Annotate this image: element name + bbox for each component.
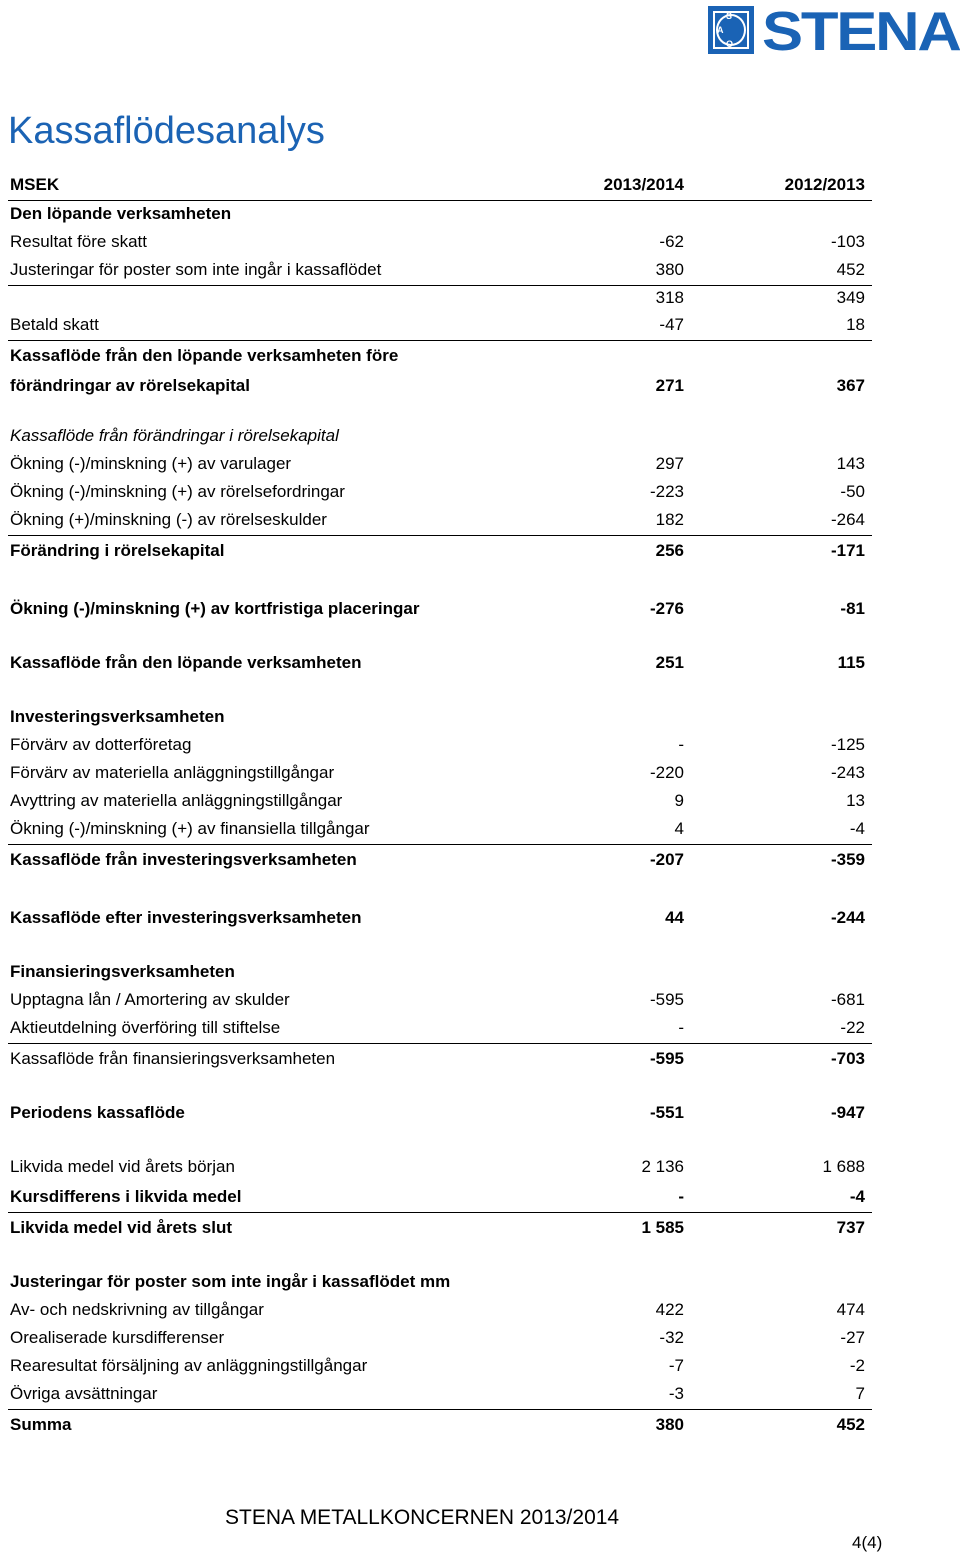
- page-number: 4(4): [852, 1533, 883, 1552]
- row-label: Kassaflöde från finansieringsverksamheten: [10, 1049, 336, 1068]
- table-row: [8, 760, 872, 788]
- row-label: Aktieutdelning överföring till stiftelse: [10, 1018, 281, 1037]
- value-2013-2014: -: [678, 1187, 684, 1206]
- spacer-row: [8, 678, 872, 704]
- row-label: Finansieringsverksamheten: [10, 962, 235, 981]
- table-row: [8, 596, 872, 624]
- table-row: [8, 257, 872, 286]
- spacer-row: [8, 624, 872, 650]
- row-label: förändringar av rörelsekapital: [10, 376, 250, 395]
- row-label: Kursdifferens i likvida medel: [10, 1187, 242, 1206]
- row-label: Ökning (+)/minskning (-) av rörelseskulder: [10, 510, 327, 529]
- row-label: Den löpande verksamheten: [10, 204, 232, 223]
- logo-letter-a: A: [717, 25, 724, 35]
- row-label: Av- och nedskrivning av tillgångar: [10, 1300, 264, 1319]
- row-label: Ökning (-)/minskning (+) av kortfristiga placeringar: [10, 599, 420, 618]
- value-2013-2014: -595: [649, 990, 684, 1009]
- value-2012-2013: -681: [830, 990, 865, 1009]
- logo-letter-o: O: [726, 39, 734, 49]
- value-2012-2013: 13: [846, 791, 865, 810]
- spacer-row: [8, 933, 872, 959]
- value-2013-2014: 422: [655, 1300, 684, 1319]
- row-label: Likvida medel vid årets början: [10, 1157, 235, 1176]
- value-2012-2013: 474: [836, 1300, 865, 1319]
- table-row: [8, 341, 872, 371]
- table-row: [8, 1213, 872, 1243]
- table-row: [8, 1269, 872, 1297]
- table-row: [8, 732, 872, 760]
- value-2013-2014: 2 136: [641, 1157, 684, 1176]
- value-2012-2013: -703: [830, 1049, 865, 1068]
- row-label: Orealiserade kursdifferenser: [10, 1328, 225, 1347]
- row-label: Ökning (-)/minskning (+) av varulager: [10, 454, 292, 473]
- row-label: Rearesultat försäljning av anläggningstillgångar: [10, 1356, 368, 1375]
- row-label: Betald skatt: [10, 315, 99, 334]
- row-label: Resultat före skatt: [10, 232, 148, 251]
- value-2012-2013: -81: [840, 599, 865, 618]
- table-row: [8, 788, 872, 816]
- row-label: Kassaflöde från investeringsverksamheten: [10, 850, 357, 869]
- value-2013-2014: -: [678, 1018, 684, 1037]
- value-2012-2013: -4: [849, 819, 865, 838]
- value-2012-2013: 452: [836, 260, 865, 279]
- value-2012-2013: 143: [836, 454, 865, 473]
- table-header-row: [8, 172, 872, 201]
- value-2013-2014: -276: [649, 599, 684, 618]
- spacer-row: [8, 401, 872, 423]
- value-2013-2014: -3: [668, 1384, 684, 1403]
- value-2013-2014: -: [678, 735, 684, 754]
- value-2012-2013: -947: [830, 1103, 865, 1122]
- value-2012-2013: -27: [840, 1328, 865, 1347]
- value-2012-2013: 737: [836, 1218, 865, 1237]
- value-2012-2013: -22: [840, 1018, 865, 1037]
- value-2013-2014: 9: [674, 791, 684, 810]
- value-2013-2014: -595: [649, 1049, 684, 1068]
- value-2012-2013: 7: [855, 1384, 865, 1403]
- value-2013-2014: 380: [655, 260, 684, 279]
- value-2012-2013: -243: [830, 763, 865, 782]
- table-row: [8, 536, 872, 566]
- table-row: [8, 905, 872, 933]
- table-row: [8, 845, 872, 875]
- value-2012-2013: -171: [830, 541, 865, 560]
- value-2012-2013: 115: [837, 653, 865, 672]
- value-2013-2014: -47: [659, 315, 684, 334]
- row-label: Kassaflöde från förändringar i rörelsekapital: [10, 426, 339, 445]
- table-row: [8, 959, 872, 987]
- spacer-row: [8, 1128, 872, 1154]
- value-2013-2014: 271: [655, 376, 684, 395]
- value-2012-2013: -103: [830, 232, 865, 251]
- value-2013-2014: -551: [649, 1103, 684, 1122]
- value-2013-2014: -7: [668, 1356, 684, 1375]
- value-2013-2014: 182: [655, 510, 684, 529]
- stena-logo: [708, 0, 960, 62]
- row-label: Likvida medel vid årets slut: [10, 1218, 233, 1237]
- table-row: [8, 1325, 872, 1353]
- table-row: [8, 507, 872, 536]
- spacer-row: [8, 1074, 872, 1100]
- value-2012-2013: -244: [830, 908, 865, 927]
- header-label: MSEK: [10, 175, 60, 194]
- table-row: [8, 987, 872, 1015]
- row-label: Periodens kassaflöde: [10, 1103, 185, 1122]
- row-label: Investeringsverksamheten: [10, 707, 225, 726]
- table-row: [8, 1381, 872, 1410]
- table-row: [8, 1015, 872, 1044]
- value-2012-2013: 18: [846, 315, 865, 334]
- row-label: Justeringar för poster som inte ingår i kassaflödet: [10, 260, 382, 279]
- row-label: Ökning (-)/minskning (+) av rörelsefordringar: [10, 482, 345, 501]
- logo-wordmark: STENA: [762, 0, 960, 62]
- value-2013-2014: 251: [655, 653, 684, 672]
- row-label: Kassaflöde efter investeringsverksamheten: [10, 908, 362, 927]
- table-row: [8, 1044, 872, 1074]
- table-row: [8, 1410, 872, 1440]
- footer-text: STENA METALLKONCERNEN 2013/2014: [225, 1506, 620, 1529]
- table-row: [8, 816, 872, 845]
- table-row: [8, 1297, 872, 1325]
- table-row: [8, 1100, 872, 1128]
- table-row: [8, 1182, 872, 1213]
- row-label: Kassaflöde från den löpande verksamheten före: [10, 346, 399, 365]
- row-label: Summa: [10, 1415, 72, 1434]
- spacer-row: [8, 1243, 872, 1269]
- row-label: Kassaflöde från den löpande verksamheten: [10, 653, 362, 672]
- row-label: Förvärv av materiella anläggningstillgångar: [10, 763, 335, 782]
- value-2012-2013: -264: [830, 510, 865, 529]
- table-row: [8, 704, 872, 732]
- table-row: [8, 650, 872, 678]
- table-row: [8, 286, 872, 313]
- cashflow-table: [8, 172, 872, 1440]
- value-2013-2014: -207: [649, 850, 684, 869]
- table-row: [8, 313, 872, 341]
- value-2012-2013: -50: [840, 482, 865, 501]
- value-2013-2014: 4: [674, 819, 684, 838]
- header-col-2012-2013: 2012/2013: [784, 175, 865, 194]
- value-2013-2014: -62: [659, 232, 684, 251]
- value-2012-2013: -359: [830, 850, 865, 869]
- table-row: [8, 451, 872, 479]
- table-row: [8, 201, 872, 229]
- value-2013-2014: -223: [649, 482, 684, 501]
- value-2013-2014: -220: [649, 763, 684, 782]
- value-2012-2013: 452: [836, 1415, 865, 1434]
- row-label: Förändring i rörelsekapital: [10, 541, 225, 560]
- row-label: Ökning (-)/minskning (+) av finansiella tillgångar: [10, 819, 370, 838]
- row-label: Justeringar för poster som inte ingår i kassaflödet mm: [10, 1272, 451, 1291]
- row-label: Avyttring av materiella anläggningstillgångar: [10, 791, 343, 810]
- value-2012-2013: 367: [836, 376, 865, 395]
- logo-letter-s: S: [726, 11, 733, 21]
- value-2012-2013: -2: [849, 1356, 865, 1375]
- table-row: [8, 1353, 872, 1381]
- stena-emblem: [708, 6, 754, 54]
- row-label: Övriga avsättningar: [10, 1384, 158, 1403]
- value-2013-2014: 297: [655, 454, 684, 473]
- value-2012-2013: 1 688: [822, 1157, 865, 1176]
- value-2012-2013: 349: [836, 288, 865, 307]
- row-label: Upptagna lån / Amortering av skulder: [10, 990, 290, 1009]
- table-row: [8, 423, 872, 451]
- table-row: [8, 229, 872, 257]
- header-col-2013-2014: 2013/2014: [603, 175, 684, 194]
- value-2013-2014: 380: [655, 1415, 684, 1434]
- value-2013-2014: 318: [655, 288, 684, 307]
- value-2013-2014: 44: [665, 908, 684, 927]
- spacer-row: [8, 566, 872, 596]
- value-2013-2014: -32: [659, 1328, 684, 1347]
- table-row: [8, 1154, 872, 1182]
- table-row: [8, 479, 872, 507]
- row-label: Förvärv av dotterföretag: [10, 735, 192, 754]
- table-row: [8, 371, 872, 401]
- value-2013-2014: 1 585: [641, 1218, 684, 1237]
- value-2013-2014: 256: [655, 541, 684, 560]
- value-2012-2013: -125: [830, 735, 865, 754]
- spacer-row: [8, 875, 872, 905]
- value-2012-2013: -4: [849, 1187, 865, 1206]
- page-title: Kassaflödesanalys: [8, 110, 325, 152]
